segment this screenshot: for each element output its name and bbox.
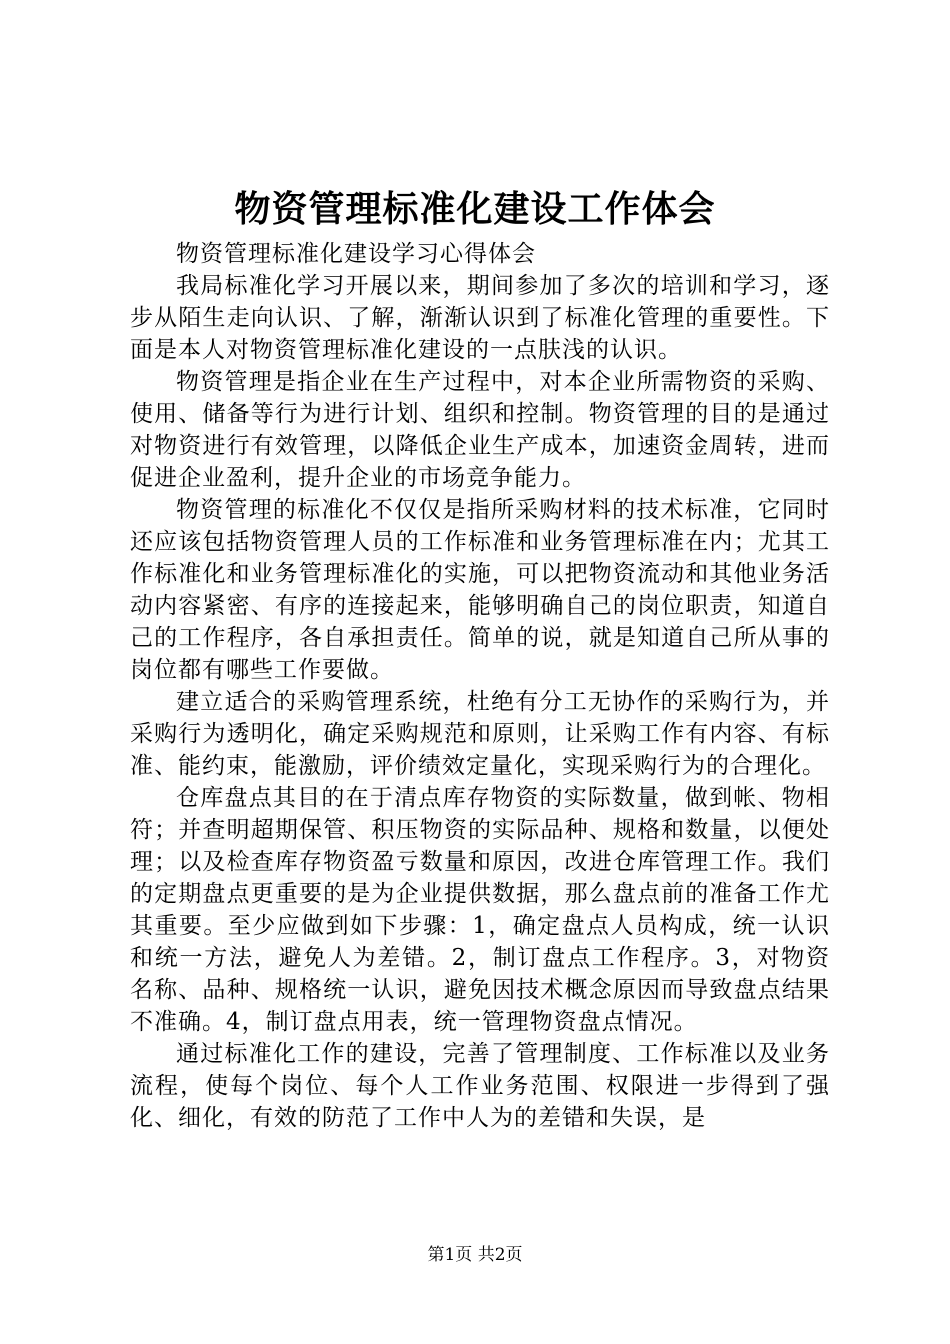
paragraph-intro: 我局标准化学习开展以来，期间参加了多次的培训和学习，逐步从陌生走向认识、了解，渐渐认识到了标准化管理的重要性。下面是本人对物资管理标准化建设的一点肤浅的认识。: [130, 273, 830, 363]
paragraph-conclusion: 通过标准化工作的建设，完善了管理制度、工作标准以及业务流程，使每个岗位、每个人工作业务范围、权限进一步得到了强化、细化，有效的防范了工作中人为的差错和失误，是: [130, 1041, 830, 1131]
paragraph-definition: 物资管理是指企业在生产过程中，对本企业所需物资的采购、使用、储备等行为进行计划、组织和控制。物资管理的目的是通过对物资进行有效管理，以降低企业生产成本，加速资金周转，进而促进企业盈利，提升企业的市场竞争能力。: [130, 369, 830, 491]
paragraph-standardization: 物资管理的标准化不仅仅是指所采购材料的技术标准，它同时还应该包括物资管理人员的工作标准和业务管理标准在内；尤其工作标准化和业务管理标准化的实施，可以把物资流动和其他业务活动内容紧密、有序的连接起来，能够明确自己的岗位职责，知道自己的工作程序，各自承担责任。简单的说，就是知道自己所从事的岗位都有哪些工作要做。: [130, 497, 830, 683]
page-number-footer: 第1页 共2页: [427, 1245, 523, 1265]
document-title: 物资管理标准化建设工作体会: [234, 188, 716, 230]
paragraph-inventory: 仓库盘点其目的在于清点库存物资的实际数量，做到帐、物相符；并查明超期保管、积压物资的实际品种、规格和数量，以便处理；以及检查库存物资盈亏数量和原因，改进仓库管理工作。我们的定期盘点更重要的是为企业提供数据，那么盘点前的准备工作尤其重要。至少应做到如下步骤：1，确定盘点人员构成，统一认识和统一方法，避免人为差错。2，制订盘点工作程序。3，对物资名称、品种、规格统一认识，避免因技术概念原因而导致盘点结果不准确。4，制订盘点用表，统一管理物资盘点情况。: [130, 785, 830, 1035]
paragraph-procurement: 建立适合的采购管理系统，杜绝有分工无协作的采购行为，并采购行为透明化，确定采购规范和原则，让采购工作有内容、有标准、能约束，能激励，评价绩效定量化，实现采购行为的合理化。: [130, 689, 830, 779]
document-body: [130, 238, 830, 1134]
paragraph-subtitle: 物资管理标准化建设学习心得体会: [176, 241, 536, 267]
